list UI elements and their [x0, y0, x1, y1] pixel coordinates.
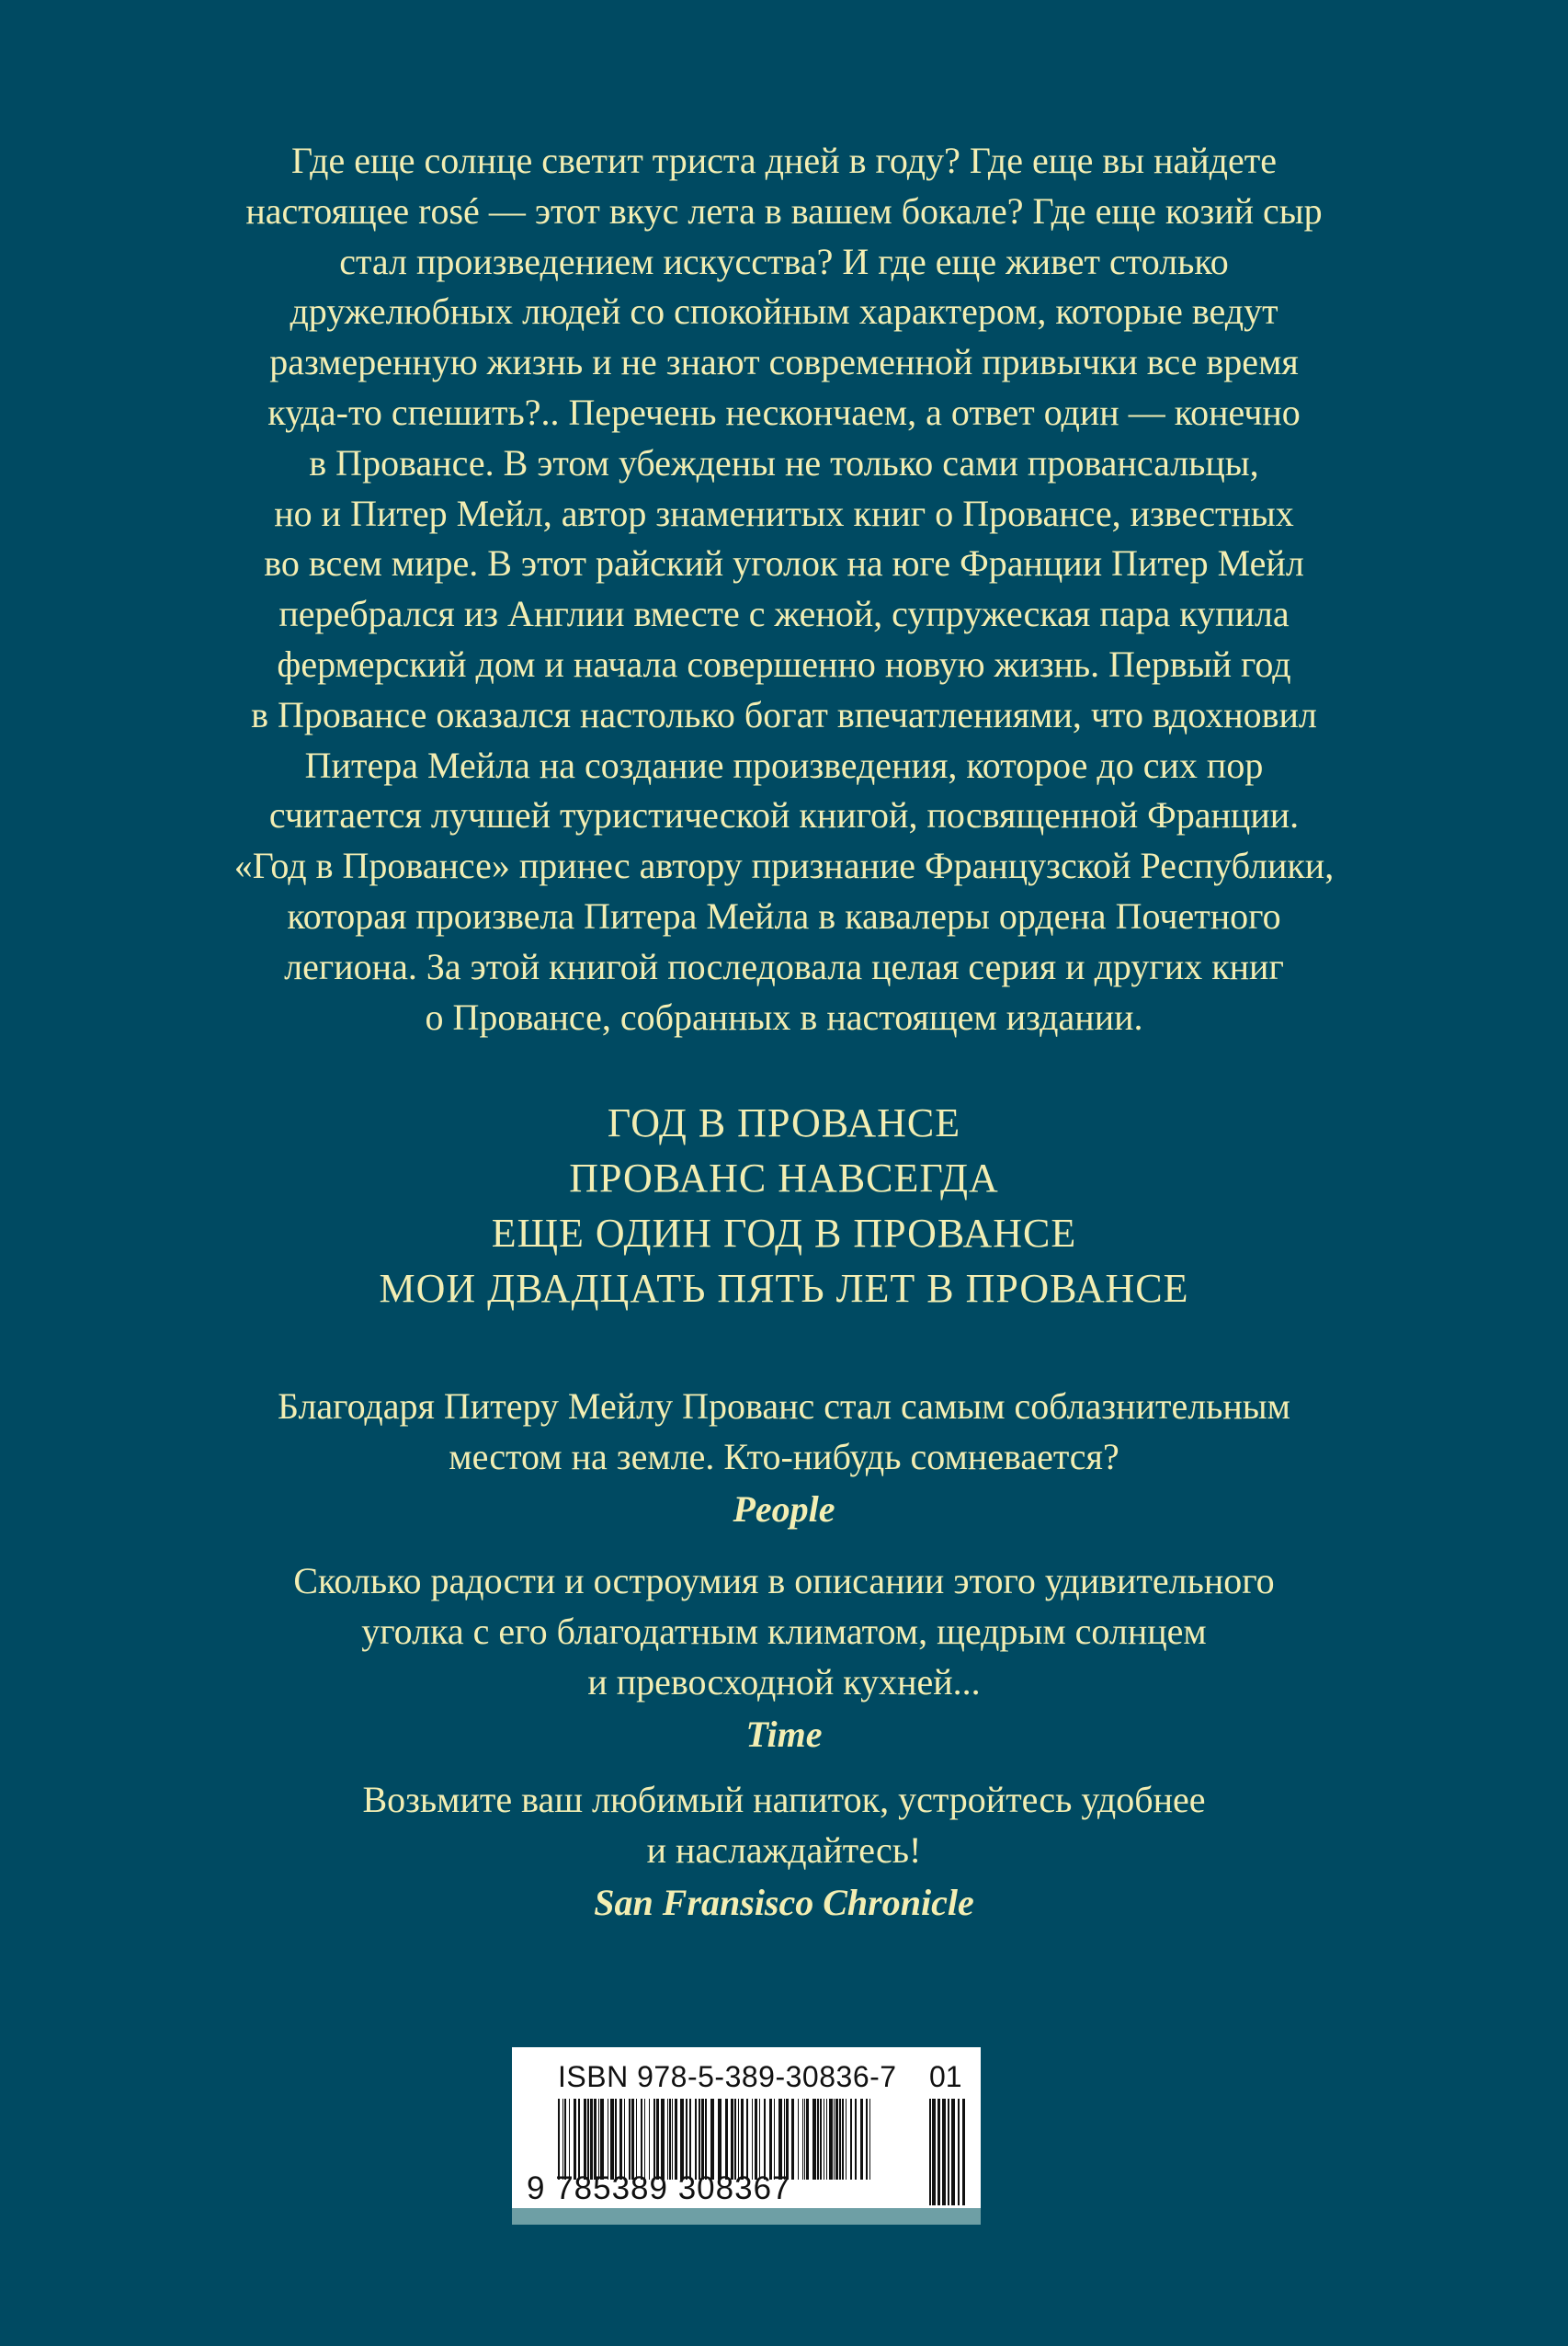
included-title: ЕЩЕ ОДИН ГОД В ПРОВАНСЕ [491, 1211, 1077, 1256]
blurb-line: легиона. За этой книгой последовала целая серия и других книг [284, 945, 1284, 987]
blurb-line: о Провансе, собранных в настоящем издании. [425, 996, 1143, 1038]
review-text-line: и наслаждайтесь! [646, 1829, 922, 1871]
review-text-line: уголка с его благодатным климатом, щедрым солнцем [361, 1611, 1207, 1652]
blurb-line: стал произведением искусства? И где еще живет столько [339, 240, 1229, 282]
blurb-line: «Год в Провансе» принес автору признание Французской Республики, [233, 845, 1335, 887]
review-quote [147, 1381, 1421, 1534]
blurb-line: дружелюбных людей со спокойным характером, которые ведут [290, 290, 1278, 333]
review-source: San Fransisco Chronicle [594, 1882, 974, 1923]
isbn-label: ISBN 978-5-389-30836-7 [558, 2060, 897, 2093]
blurb-line: настоящее rosé — этот вкус лета в вашем бокале? Где еще козий сыр [245, 189, 1323, 232]
blurb-line: во всем мире. В этот райский уголок на юге Франции Питер Мейл [264, 542, 1304, 585]
isbn-addon-label: 01 [929, 2060, 962, 2093]
included-title: ГОД В ПРОВАНСЕ [607, 1100, 961, 1145]
included-title: МОИ ДВАДЦАТЬ ПЯТЬ ЛЕТ В ПРОВАНСЕ [379, 1266, 1189, 1311]
included-title: ПРОВАНС НАВСЕГДА [569, 1156, 999, 1201]
blurb-line: считается лучшей туристической книгой, посвященной Франции. [268, 794, 1300, 837]
review-text-line: Возьмите ваш любимый напиток, устройтесь удобнее [362, 1779, 1206, 1820]
blurb-line: Где еще солнце светит триста дней в году? Где еще вы найдете [290, 140, 1278, 181]
blurb-line: Питера Мейла на создание произведения, которое до сих пор [304, 744, 1264, 786]
blurb-line: фермерский дом и начала совершенно новую жизнь. Первый год [277, 643, 1291, 685]
review-text-line: Сколько радости и остроумия в описании этого удивительного [293, 1560, 1275, 1601]
review-quote [147, 1555, 1421, 1760]
ean-digits: 9 785389 308367 [527, 2170, 791, 2206]
isbn-barcode [512, 2047, 981, 2225]
blurb-line: в Провансе. В этом убеждены не только сами провансальцы, [309, 441, 1259, 484]
barcode-strip [512, 2208, 981, 2225]
review-text-line: местом на земле. Кто-нибудь сомневается? [449, 1436, 1119, 1477]
review-source: People [733, 1488, 835, 1530]
review-source: Time [745, 1714, 823, 1755]
review-text-line: и превосходной кухней... [587, 1661, 981, 1703]
blurb-line: перебрался из Англии вместе с женой, супружеская пара купила [278, 593, 1290, 635]
blurb-line: но и Питер Мейл, автор знаменитых книг о Провансе, известных [274, 492, 1294, 534]
barcode-bars-icon [558, 2099, 870, 2180]
blurb-line: куда-то спешить?.. Перечень нескончаем, а ответ один — конечно [267, 391, 1301, 433]
review-quote [147, 1774, 1421, 1928]
included-titles-list [147, 1096, 1421, 1316]
blurb-line: которая произвела Питера Мейла в кавалеры ордена Почетного [287, 894, 1281, 937]
blurb-line: размеренную жизнь и не знают современной привычки все время [269, 341, 1299, 383]
barcode-addon-bars-icon [929, 2099, 966, 2205]
description-blurb [147, 136, 1421, 1042]
review-text-line: Благодаря Питеру Мейлу Прованс стал самым соблазнительным [278, 1385, 1290, 1427]
blurb-line: в Провансе оказался настолько богат впечатлениями, что вдохновил [251, 693, 1317, 735]
